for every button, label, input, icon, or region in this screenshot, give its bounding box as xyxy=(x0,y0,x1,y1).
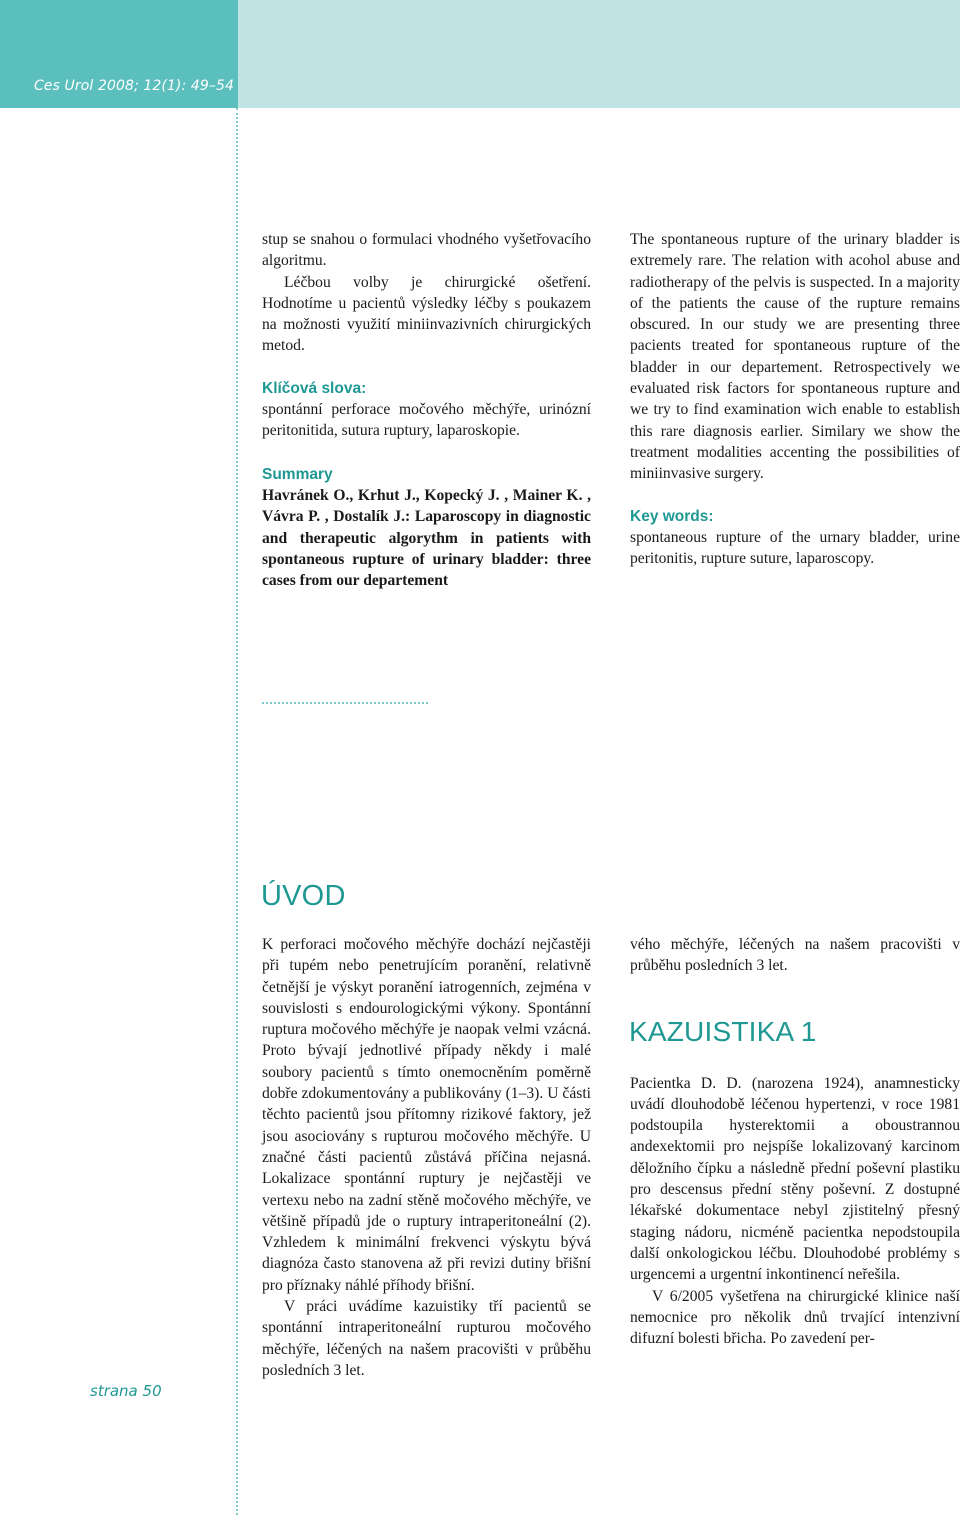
uvod-paragraph-2-continued: vého měchýře, léčených na našem pracovišti v průběhu posledních 3 let. xyxy=(630,936,960,975)
summary-heading: Summary xyxy=(262,465,333,483)
summary-authors: Havránek O., Krhut J., Kopecký J. , Mainer K. , Vávra P. , Dostalík J. xyxy=(262,486,591,526)
summary-citation xyxy=(262,485,591,591)
summary-title: : Laparoscopy in diagnostic and therapeutic algorythm in patients with spontaneous rupture of urinary bladder: three cases from our departement xyxy=(262,508,591,590)
kazuistika-right-column xyxy=(630,934,960,1349)
kazuistika-title: KAZUISTIKA 1 xyxy=(629,1015,817,1047)
uvod-title: ÚVOD xyxy=(261,880,346,912)
page-number: strana 50 xyxy=(90,1382,162,1400)
section-divider xyxy=(262,702,428,704)
uvod-left-column xyxy=(262,934,591,1379)
header-band-light xyxy=(238,0,960,108)
kazuistika-paragraph-1: Pacientka D. D. (narozena 1924), anamnesticky uvádí dlouhodobě léčenou hypertenzi, v roce 1981 podstoupila hysterektomii a oboustrannou andexektomii pro nejspíše lokalizovaný karcinom děložního čípku a následně přední poševní plastiku pro descensus přední stěny poševní. Z dostupné lékařské dokumentace nebyl zjistitelný přesný staging nádoru, nicméně pacientka nepodstoupila další onkologickou léčbu. Dlouhodobé problémy s urgencemi a urgentní inkontinencí neřešila. xyxy=(630,1074,960,1284)
margin-divider xyxy=(236,108,238,1515)
journal-reference: Ces Urol 2008; 12(1): 49–54 xyxy=(34,78,234,94)
summary-body: The spontaneous rupture of the urinary bladder is extremely rare. The relation with acohol abuse and radiotherapy of the pelvis is suspected. In a majority of the patients the cause of the rupture remains obscured. In our study we are presenting three pacients treated for spontaneous rupture of the bladder in our departement. Retrospectively we evaluated risk factors for spontaneous rupture and we try to find examination wich enable to establish this rare diagnosis earlier. Similary we show the treatment modalities accenting the possibilities of miniinvasive surgery. xyxy=(630,231,960,483)
abstract-therapy-paragraph: Léčbou volby je chirurgické ošetření. Hodnotíme u pacientů výsledky léčby s poukazem na možnosti využití miniinvazivních chirurgických metod. xyxy=(262,273,591,355)
keywords-en-text: spontaneous rupture of the urnary bladder, urine peritonitis, rupture suture, laparoscopy. xyxy=(630,528,960,568)
abstract-paragraph-tail: stup se snahou o formulaci vhodného vyšetřovacího algoritmu. xyxy=(262,231,591,270)
summary-right-column xyxy=(630,229,960,569)
keywords-en-heading: Key words: xyxy=(630,507,714,525)
keywords-cz-text: spontánní perforace močového měchýře, urinózní peritonitida, sutura ruptury, laparoskopie. xyxy=(262,401,591,440)
abstract-left-column xyxy=(262,229,591,591)
uvod-paragraph-2: V práci uvádíme kazuistiky tří pacientů se spontánní intraperitoneální rupturou močového měchýře, léčených na našem pracovišti v průběhu posledních 3 let. xyxy=(262,1298,591,1379)
uvod-paragraph-1: K perforaci močového měchýře dochází nejčastěji při tupém nebo penetrujícím poranění, relativně četnější je výskyt poranění iatrogenních, zejména v souvislosti s endourologickými výkony. Spontánní ruptura močového měchýře je naopak velmi vzácná. Proto bývají jednotlivé případy někdy i malé soubory pacientů s tímto onemocněním poměrně dobře zdokumentovány a publikovány (1–3). U části těchto pacientů jsou přítomny rizikové faktory, jež jsou asociovány s rupturou močového měchýře. U značné části pacientů zůstává příčina nejasná. Lokalizace spontánní ruptury je nejčastěji ve vertexu nebo na zadní stěně močového měchýře, ve většině případů jde o ruptury intraperitoneální (2). Vzhledem k minimální frekvenci výskytu bývá diagnóza často stanovena až při revizi dutiny břišní pro příznaky náhlé příhody břišní. xyxy=(262,936,591,1294)
keywords-cz-heading: Klíčová slova: xyxy=(262,379,367,397)
kazuistika-paragraph-2: V 6/2005 vyšetřena na chirurgické klinice naší nemocnice pro několik dnů trvající intenzivní difuzní bolesti břicha. Po zavedení per- xyxy=(630,1287,960,1348)
